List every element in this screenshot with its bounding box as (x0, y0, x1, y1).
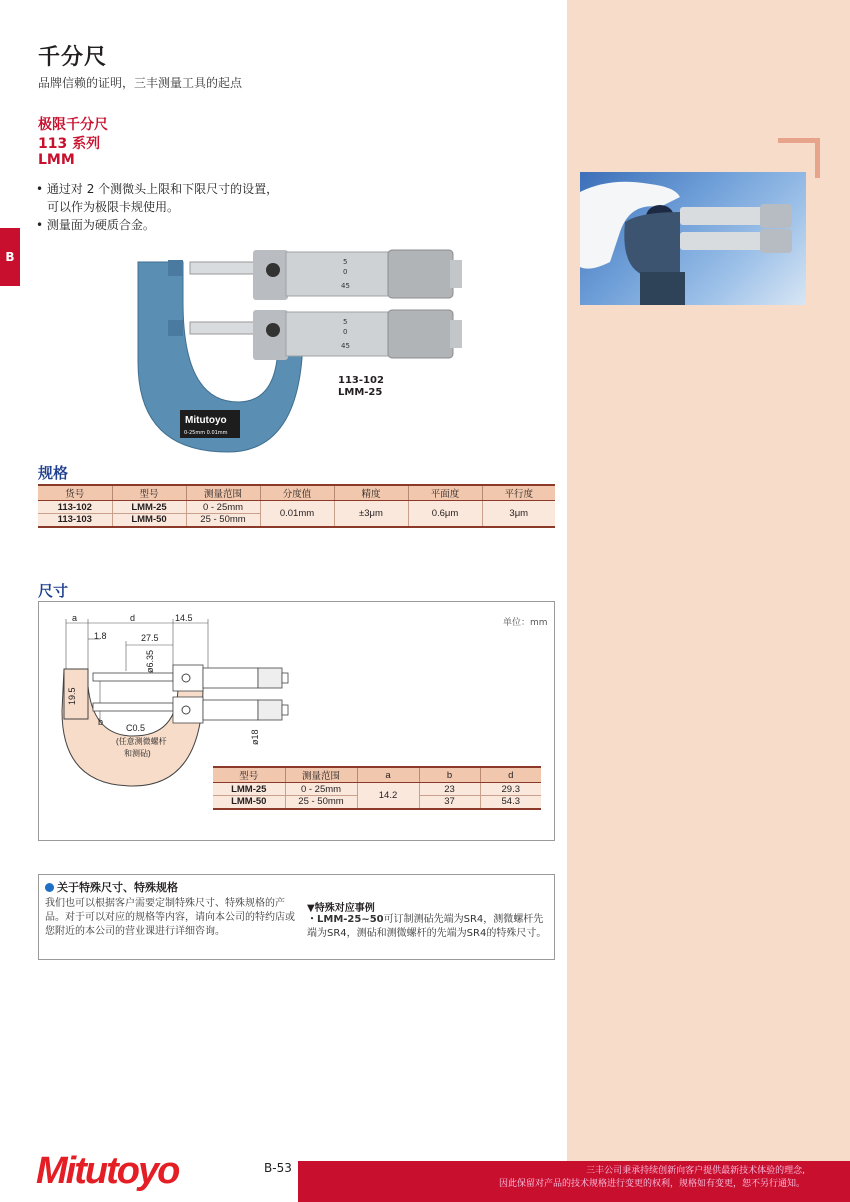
unit-label: 单位：mm (503, 618, 548, 628)
thimble-mark: 45 (341, 342, 350, 350)
col-header: 精度 (334, 485, 408, 501)
product-code: LMM (38, 152, 75, 168)
spec-heading: 规格 (38, 464, 69, 482)
product-series: 113 系列 (38, 136, 101, 152)
page-title: 千分尺 (38, 45, 108, 70)
dimension-heading: 尺寸 (38, 582, 69, 600)
cell: 0.6μm (408, 501, 482, 527)
cell: LMM-25 (112, 501, 186, 514)
col-header: d (480, 767, 541, 783)
cell: 3μm (482, 501, 555, 527)
model-label (338, 375, 384, 399)
col-header: b (419, 767, 480, 783)
cell: LMM-25 (213, 783, 285, 796)
cell: LMM-50 (213, 796, 285, 809)
dim-27-5: 27.5 (141, 633, 159, 643)
micrometer-product-image (128, 242, 468, 462)
footer-note-line: 因此保留对产品的技术规格进行变更的权利，规格如有变更，恕不另行通知。 (498, 1179, 805, 1189)
cell: 37 (419, 796, 480, 809)
footer-note-line: 三丰公司秉承持续创新向客户提供最新技术体验的理念, (586, 1166, 805, 1176)
dimension-table (213, 766, 541, 810)
frame-range: 0-25mm 0.01mm (184, 430, 228, 436)
cell: LMM-50 (112, 514, 186, 527)
table-row (213, 783, 541, 796)
special-order-box (38, 874, 555, 960)
footer-note (480, 1165, 805, 1191)
cell: 25 - 50mm (186, 514, 260, 527)
cell: 25 - 50mm (285, 796, 357, 809)
feature-item: • 通过对 2 个测微头上限和下限尺寸的设置， (36, 182, 279, 196)
model-number: 113-102 (338, 375, 384, 386)
brand-logo: Mitutoyo (36, 1150, 179, 1192)
cell: 29.3 (480, 783, 541, 796)
spec-table (38, 484, 555, 528)
dim-1-8: 1.8 (94, 631, 107, 641)
col-header: 测量范围 (186, 485, 260, 501)
cell: 113-103 (38, 514, 112, 527)
special-example-heading: ▼特殊对应事例 (307, 903, 375, 914)
thimble-mark: 5 (343, 318, 348, 326)
cell: 14.2 (357, 783, 419, 809)
cell: 0.01mm (260, 501, 334, 527)
usage-photo (580, 172, 806, 305)
dim-c0-5: C0.5 (126, 723, 146, 733)
dim-18: ø18 (250, 729, 260, 745)
dim-note: 和测砧) (124, 749, 151, 758)
dim-d: d (130, 613, 136, 623)
special-example-body: 可订制测砧先端为SR4，测微螺杆先端为SR4，测砧和测微螺杆的先端为SR4的特殊尺寸。 (307, 914, 547, 939)
cell: 0 - 25mm (186, 501, 260, 514)
special-heading (45, 879, 178, 895)
col-header: 货号 (38, 485, 112, 501)
col-header: 平行度 (482, 485, 555, 501)
cell: 23 (419, 783, 480, 796)
section-tab: B (0, 228, 20, 286)
col-header: 测量范围 (285, 767, 357, 783)
special-example-model: ・LMM-25~50 (307, 914, 384, 925)
thimble-mark: 0 (343, 328, 348, 336)
cell: 113-102 (38, 501, 112, 514)
feature-item: 可以作为极限卡规使用。 (47, 200, 180, 214)
table-row (38, 501, 555, 514)
col-header: 型号 (213, 767, 285, 783)
cell: 0 - 25mm (285, 783, 357, 796)
bullet-dot-icon (45, 883, 54, 892)
feature-list (36, 180, 278, 234)
thimble-mark: 45 (341, 282, 350, 290)
col-header: a (357, 767, 419, 783)
dim-b: b (98, 717, 104, 727)
dim-a: a (72, 613, 78, 623)
page-subtitle: 品牌信赖的证明，三丰测量工具的起点 (38, 76, 243, 90)
dim-6-35: ø6.35 (145, 649, 155, 673)
special-heading-text: 关于特殊尺寸、特殊规格 (57, 881, 178, 894)
cell: ±3μm (334, 501, 408, 527)
thimble-mark: 0 (343, 268, 348, 276)
col-header: 平面度 (408, 485, 482, 501)
cell: 54.3 (480, 796, 541, 809)
dim-note: (任意测微螺杆 (116, 737, 167, 746)
special-text: 我们也可以根据客户需要定制特殊尺寸、特殊规格的产品。对于可以对应的规格等内容，请向本公司的特约店或您附近的本公司的营业课进行详细咨询。 (45, 898, 295, 937)
feature-item: • 测量面为硬质合金。 (36, 218, 155, 232)
page-number: B-53 (264, 1161, 292, 1175)
dim-19-5: 19.5 (67, 687, 77, 705)
thimble-mark: 5 (343, 258, 348, 266)
special-example-text (307, 913, 552, 941)
product-name: 极限千分尺 (38, 117, 108, 133)
model-code: LMM-25 (338, 387, 383, 398)
col-header: 分度值 (260, 485, 334, 501)
dim-14-5: 14.5 (175, 613, 193, 623)
frame-brand: Mitutoyo (185, 415, 227, 426)
col-header: 型号 (112, 485, 186, 501)
